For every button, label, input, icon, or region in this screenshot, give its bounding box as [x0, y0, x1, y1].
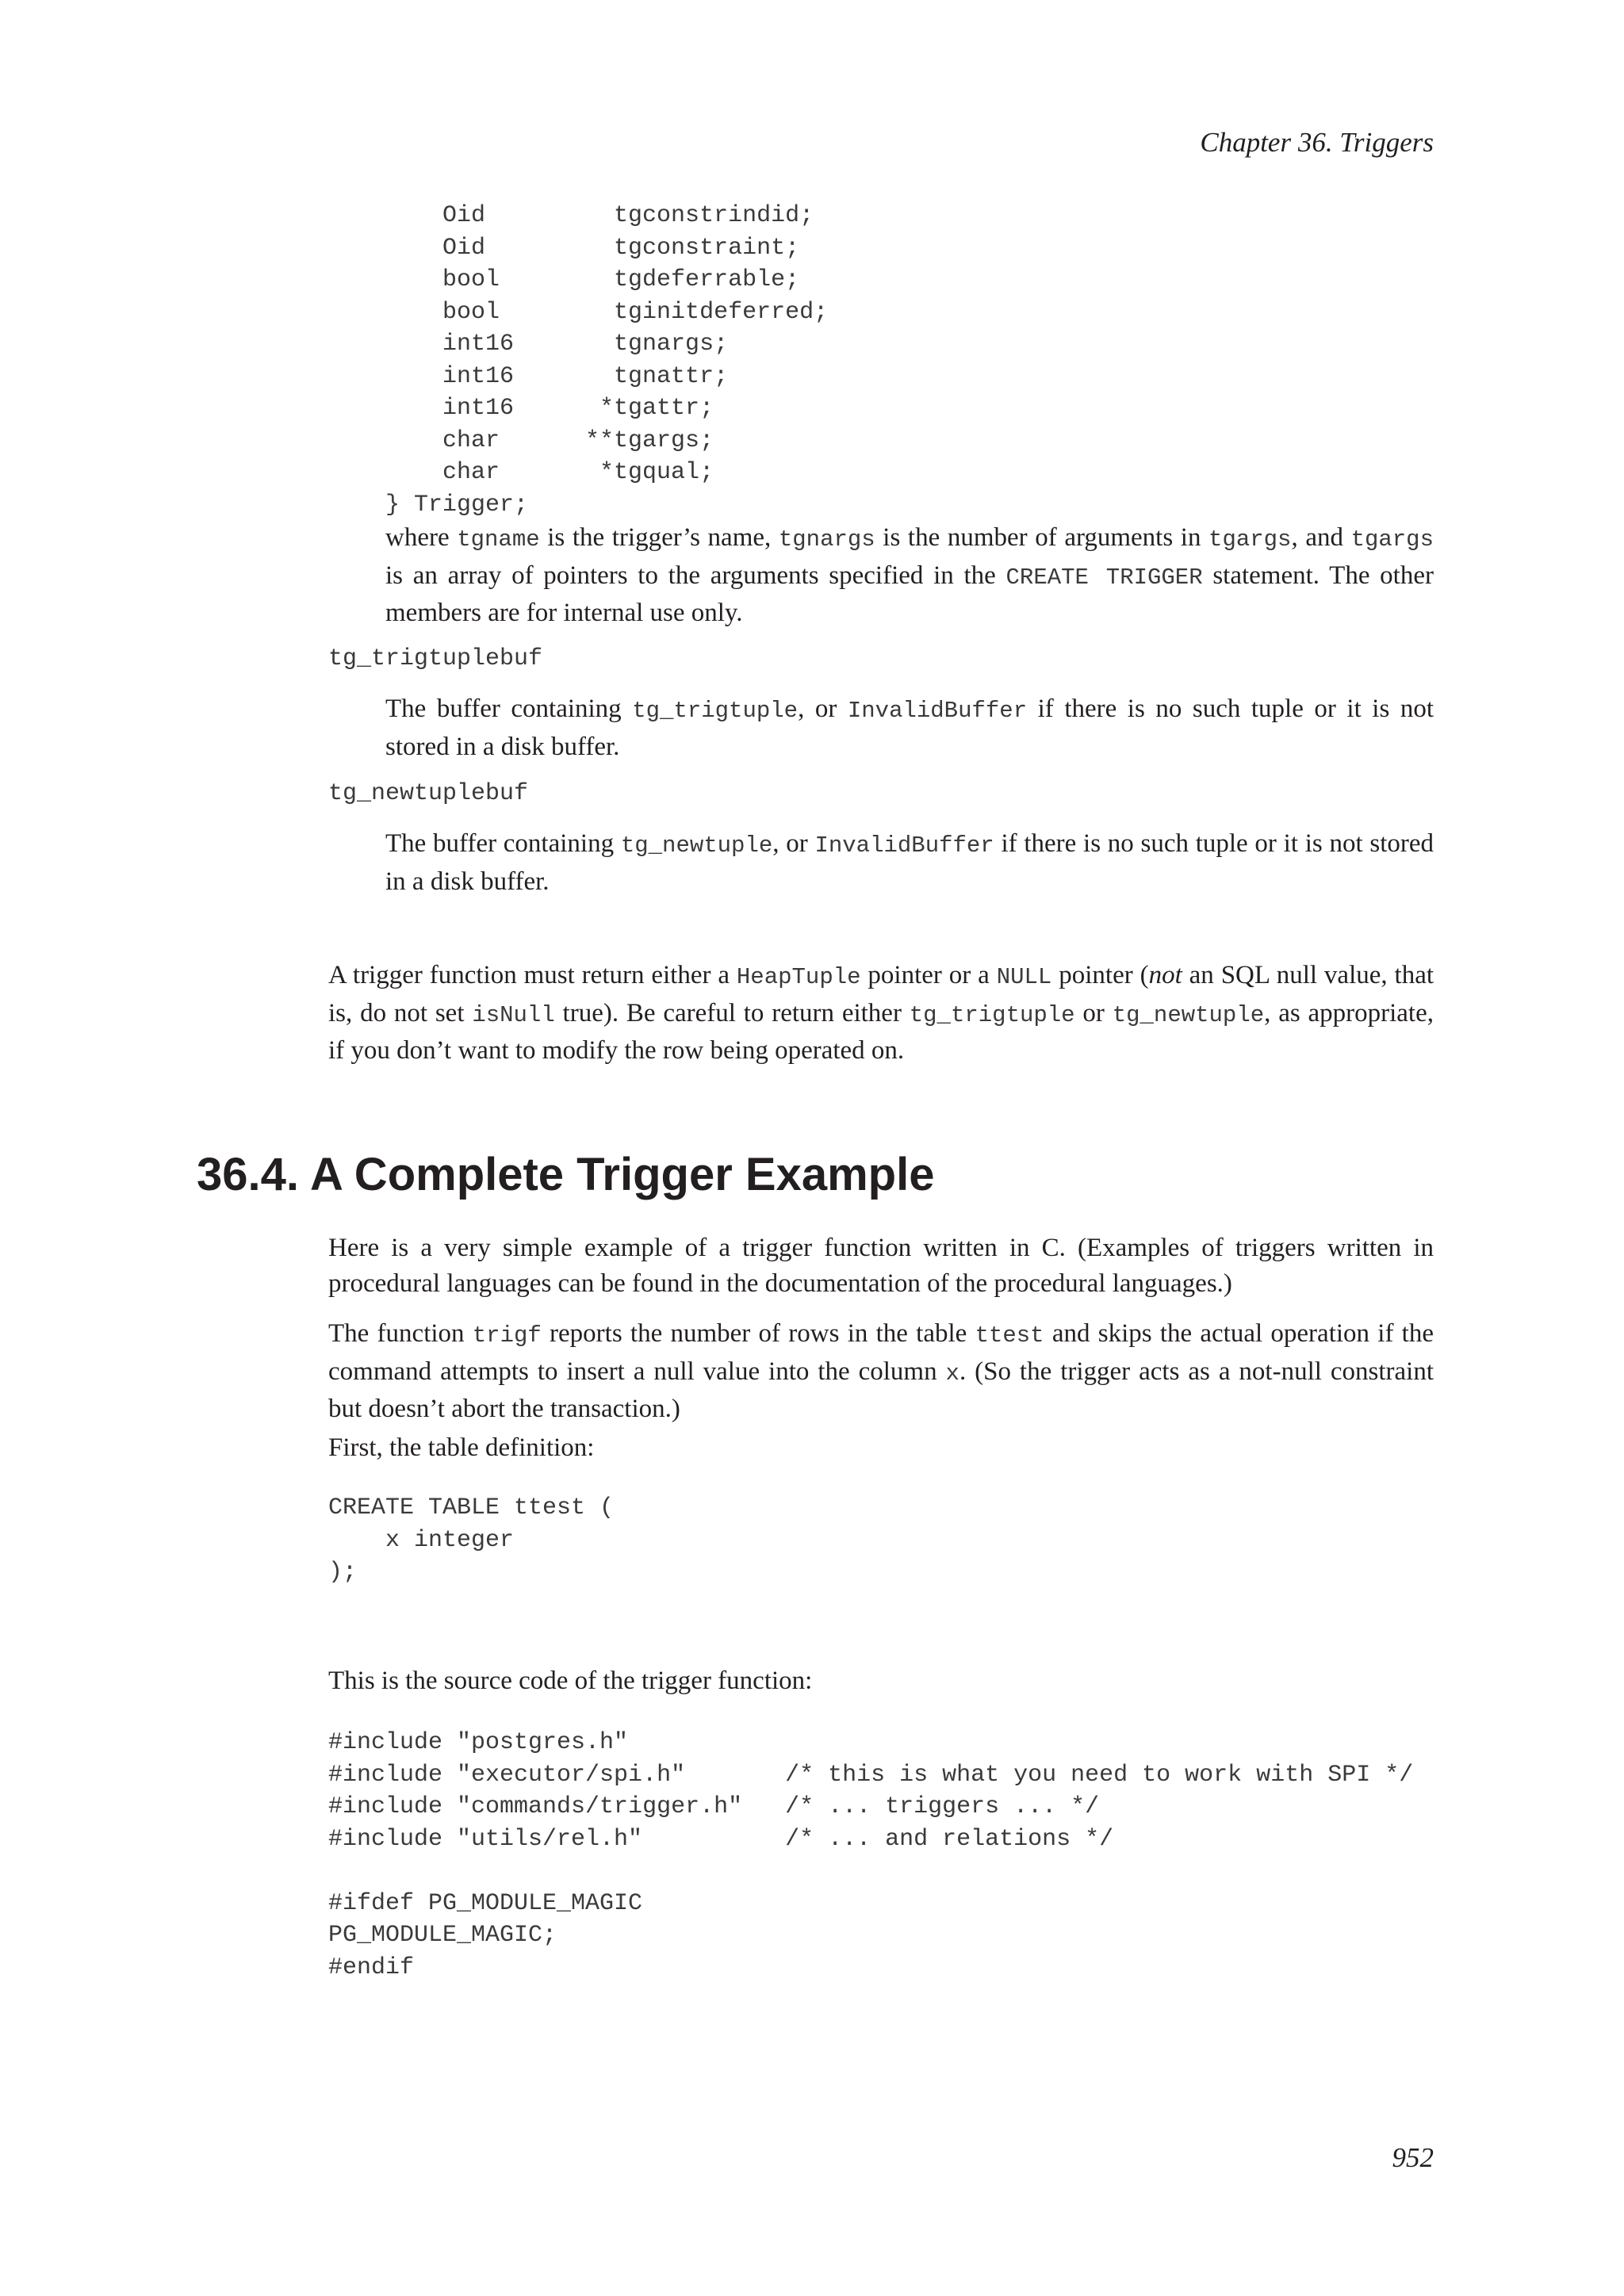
- source-code: #include "postgres.h" #include "executor/spi.h" /* this is what you need to work with SPI */ #include "commands/trigger.h" /* ... triggers ... */ #include "utils/rel.h" /* ... and relations */ #ifdef PG_MODULE_MAGIC PG_MODULE_MAGIC; #endif: [328, 1729, 1414, 1981]
- function-description-paragraph: The function trigf reports the number of rows in the table ttest and skips the actual operation if the command attempts to insert a null value into the column x. (So the trigger acts as a not-null constraint but doesn’t abort the transaction.): [328, 1319, 1434, 1423]
- intro-paragraph: Here is a very simple example of a trigger function written in C. (Examples of triggers written in procedural languages can be found in the documentation of the procedural languages.): [328, 1234, 1434, 1298]
- trigger-struct-description: where tgname is the trigger’s name, tgnargs is the number of arguments in tgargs, and tgargs is an array of pointers to the arguments specified in the CREATE TRIGGER statement. The other members are for internal use only.: [385, 523, 1434, 627]
- page-number: 952: [1392, 2142, 1434, 2173]
- tg-newtuplebuf-description: The buffer containing tg_newtuple, or InvalidBuffer if there is no such tuple or it is not stored in a disk buffer.: [385, 829, 1434, 896]
- table-definition-code: CREATE TABLE ttest ( x integer );: [328, 1494, 615, 1586]
- term-tg-trigtuplebuf: tg_trigtuplebuf: [328, 645, 543, 672]
- chapter-header: Chapter 36. Triggers: [1200, 127, 1434, 158]
- trigger-struct-code: Oid tgconstrindid; Oid tgconstraint; bool tgdeferrable; bool tginitdeferred; int16 tgnargs; int16 tgnattr; int16 *tgattr; char **tgargs; char *tgqual; } Trigger;: [385, 202, 829, 519]
- return-value-paragraph: A trigger function must return either a HeapTuple pointer or a NULL pointer (not an SQL null value, that is, do not set isNull true). Be careful to return either tg_trigtuple or tg_newtuple, as appropriate, if you don’t want to modify the row being operated on.: [328, 961, 1434, 1065]
- tg-trigtuplebuf-description: The buffer containing tg_trigtuple, or InvalidBuffer if there is no such tuple or it is not stored in a disk buffer.: [385, 695, 1434, 761]
- term-tg-newtuplebuf: tg_newtuplebuf: [328, 780, 529, 807]
- source-code-intro: This is the source code of the trigger function:: [328, 1667, 813, 1695]
- table-definition-intro: First, the table definition:: [328, 1433, 595, 1462]
- section-heading: 36.4. A Complete Trigger Example: [197, 1149, 935, 1200]
